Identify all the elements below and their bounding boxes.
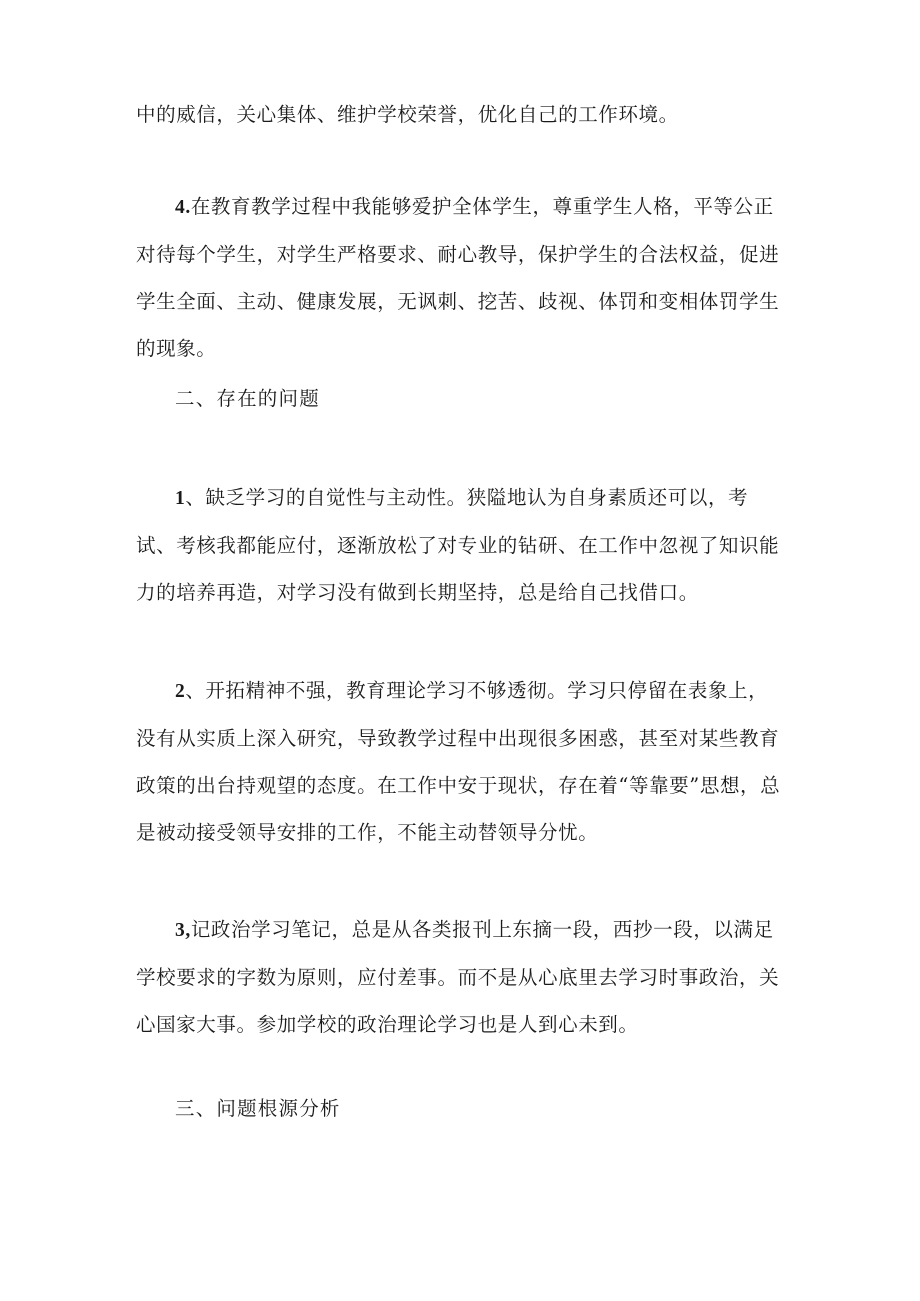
paragraph-text: 、开拓精神不强，教育理论学习不够透彻。学习只停留在表象上，没有从实质上深入研究，导致教学过程中出现很多困惑，甚至对某些教育政策的出台持观望的态度。在工作中安于现状，存在着“等靠要”思想，总是被动接受领导安排的工作，不能主动替领导分忧。 (136, 679, 781, 844)
paragraph-continuation (136, 91, 788, 138)
item-number: 2 (175, 681, 186, 702)
paragraph-problem-1 (136, 474, 788, 616)
item-number: 1 (175, 488, 186, 509)
paragraph-text: 中的威信，关心集体、维护学校荣誉，优化自己的工作环境。 (136, 103, 679, 126)
paragraph-problem-3 (136, 906, 788, 1048)
item-number: 3, (175, 920, 191, 941)
item-number: 4. (175, 197, 191, 218)
section-heading-problems: 二、存在的问题 (175, 387, 320, 410)
paragraph-text: 记政治学习笔记，总是从各类报刊上东摘一段，西抄一段，以满足学校要求的字数为原则，应付差事。而不是从心底里去学习时事政治，关心国家大事。参加学校的政治理论学习也是人到心未到。 (136, 918, 780, 1036)
paragraph-problem-2 (136, 667, 788, 856)
paragraph-item-4 (136, 183, 788, 372)
paragraph-text: 在教育教学过程中我能够爱护全体学生，尊重学生人格，平等公正对待每个学生，对学生严格要求、耐心教导，保护学生的合法权益，促进学生全面、主动、健康发展，无讽刺、挖苦、歧视、体罚和变相体罚学生的现象。 (136, 195, 780, 360)
paragraph-text: 、缺乏学习的自觉性与主动性。狭隘地认为自身素质还可以，考试、考核我都能应付，逐渐放松了对专业的钻研、在工作中忽视了知识能力的培养再造，对学习没有做到长期坚持，总是给自己找借口。 (136, 486, 780, 604)
section-heading-root-cause: 三、问题根源分析 (175, 1097, 341, 1120)
